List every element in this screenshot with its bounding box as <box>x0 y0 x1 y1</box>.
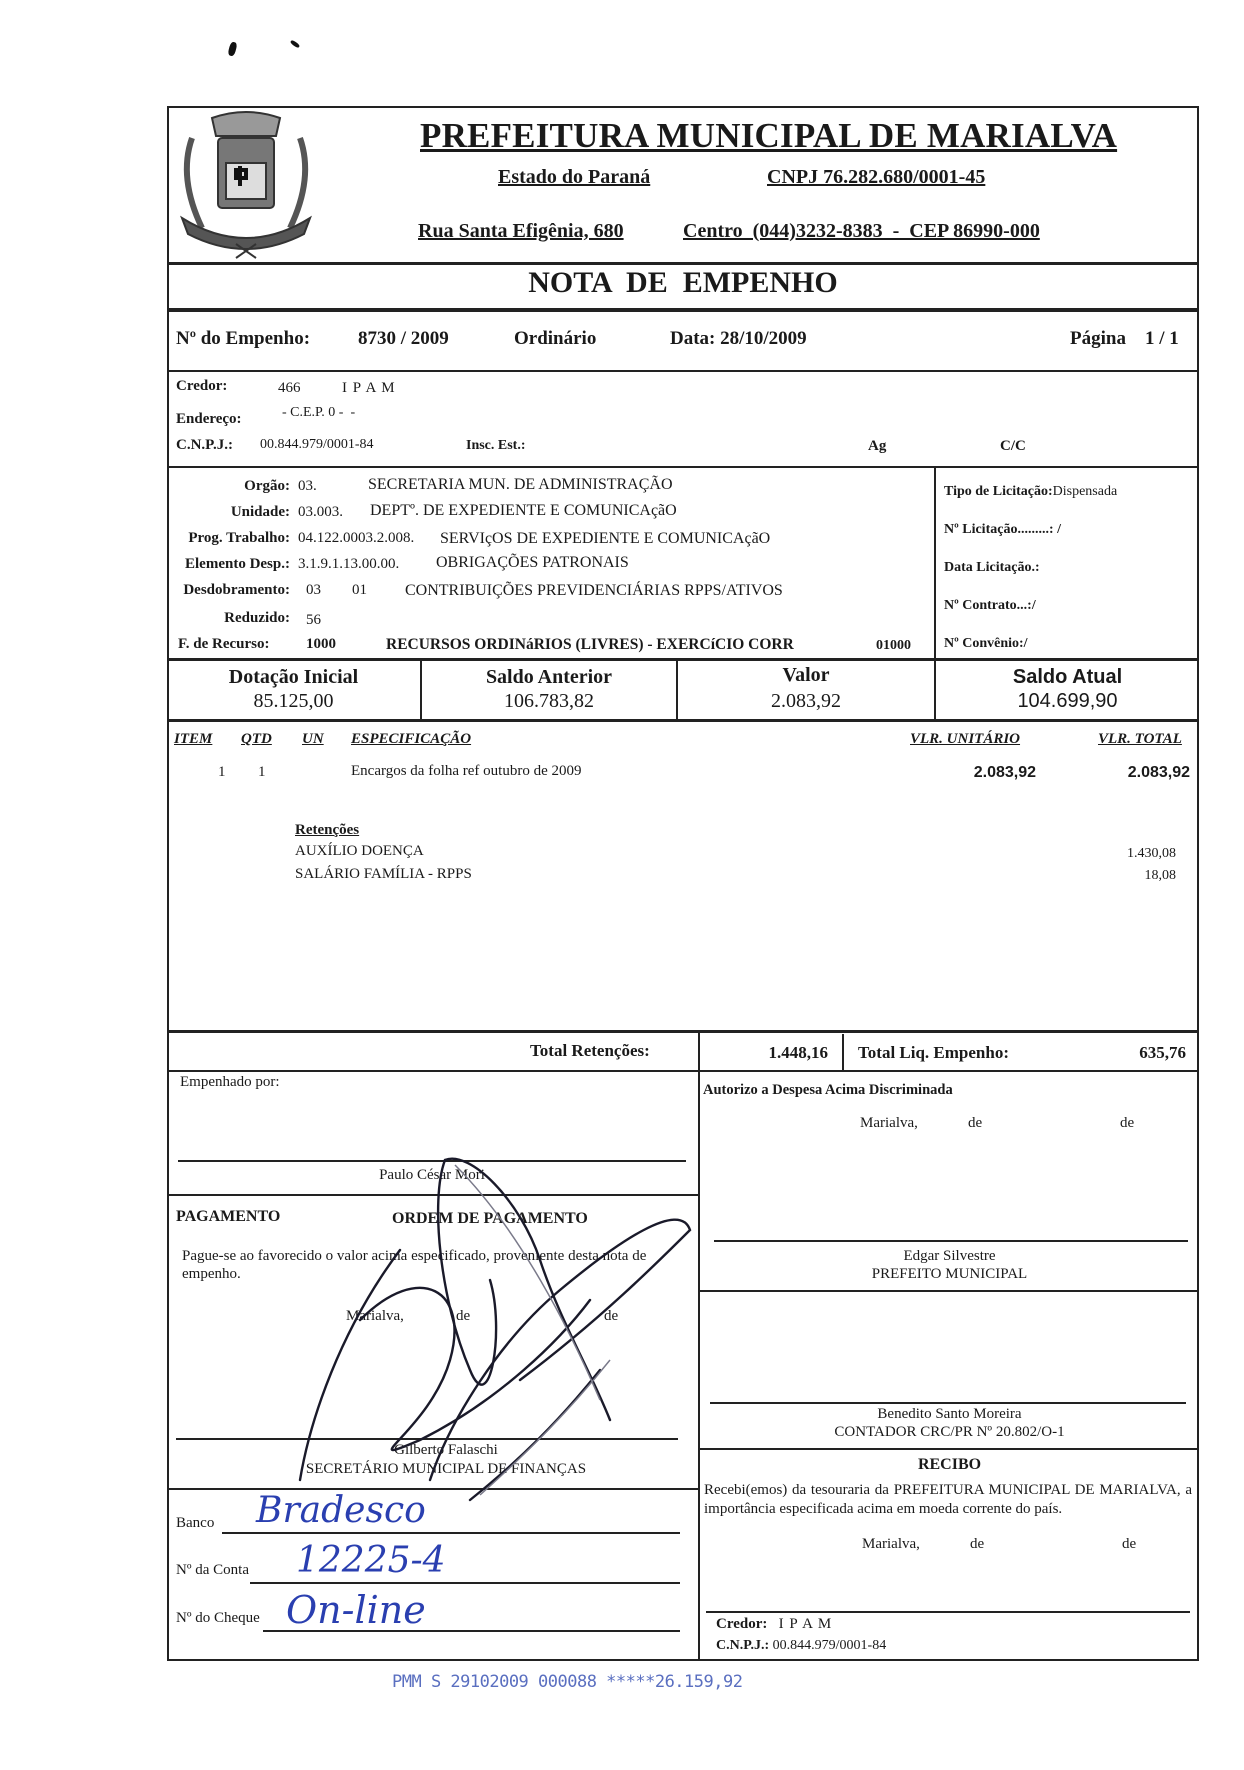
elemento-name: OBRIGAÇÕES PATRONAIS <box>436 554 629 571</box>
divider <box>167 719 1199 722</box>
recibo-cnpj-label: C.N.P.J.: <box>716 1638 770 1653</box>
row-total-value: 2.083,92 <box>1127 764 1190 781</box>
reduzido-label: Reduzido: <box>224 610 290 626</box>
pagamento-text: Pague-se ao favorecido o valor acima especificado, proveniente desta nota de empenho. <box>182 1248 647 1282</box>
autorizo-de-1: de <box>968 1115 983 1131</box>
dotacao-inicial-value: 85.125,00 <box>253 690 334 712</box>
credor-cnpj: 00.844.979/0001-84 <box>260 437 374 452</box>
retencao-name: SALÁRIO FAMÍLIA - RPPS <box>295 866 472 882</box>
signature-line <box>178 1160 686 1162</box>
unidade-code: 03.003. <box>298 504 343 520</box>
secretario-title: SECRETÁRIO MUNICIPAL DE FINANÇAS <box>305 1461 587 1477</box>
state-name: Estado do Paraná <box>498 166 651 188</box>
page-number: 1 / 1 <box>1145 328 1179 349</box>
conta-handwritten-value[interactable]: 12225-4 <box>296 1540 446 1581</box>
municipality-cnpj: CNPJ 76.282.680/0001-45 <box>767 166 986 188</box>
saldo-anterior-value: 106.783,82 <box>504 690 594 712</box>
col-header-specification: ESPECIFICAÇÃO <box>351 731 472 747</box>
divider <box>167 1194 700 1196</box>
divider <box>167 1488 700 1490</box>
saldo-anterior-label: Saldo Anterior <box>485 666 613 688</box>
elemento-label: Elemento Desp.: <box>185 556 290 572</box>
conta-label: Nº da Conta <box>176 1562 249 1578</box>
saldo-atual-value: 104.699,90 <box>1017 690 1118 712</box>
divider <box>167 1030 1199 1033</box>
col-header-qtd: QTD <box>241 731 272 747</box>
cheque-handwritten-value[interactable]: On-line <box>286 1588 426 1632</box>
credor-address: - C.E.P. 0 - - <box>282 405 356 420</box>
empenho-type: Ordinário <box>514 328 597 349</box>
elemento-code: 3.1.9.1.13.00.00. <box>298 556 400 572</box>
municipality-title: PREFEITURA MUNICIPAL DE MARIALVA <box>420 116 1118 155</box>
desdobramento-name: CONTRIBUIÇÕES PREVIDENCIÁRIAS RPPS/ATIVOS <box>405 582 783 599</box>
recurso-label: F. de Recurso: <box>178 636 270 652</box>
municipality-contact: Centro (044)3232-8383 - CEP 86990-000 <box>683 220 1040 242</box>
row-unit-value: 2.083,92 <box>973 764 1036 781</box>
municipal-coat-of-arms-logo <box>172 108 320 260</box>
cnpj-label: C.N.P.J.: <box>176 437 233 453</box>
desdobramento-code-1: 03 <box>306 582 321 598</box>
cheque-label: Nº do Cheque <box>176 1610 260 1626</box>
prog-trabalho-label: Prog. Trabalho: <box>188 530 290 546</box>
pagamento-label: PAGAMENTO <box>176 1208 281 1225</box>
col-header-unit-value: VLR. UNITÁRIO <box>910 731 1021 747</box>
desdobramento-code-2: 01 <box>352 582 367 598</box>
unidade-name: DEPTº. DE EXPEDIENTE E COMUNICAçãO <box>370 502 677 519</box>
retencao-value: 18,08 <box>1144 868 1176 883</box>
banco-field-line <box>222 1532 680 1534</box>
recibo-credor-name: I P A M <box>778 1616 833 1632</box>
signature-line <box>710 1402 1186 1404</box>
total-retencoes-label: Total Retenções: <box>530 1041 650 1060</box>
prefeito-title: PREFEITO MUNICIPAL <box>871 1266 1028 1282</box>
total-liq-empenho-value: 635,76 <box>1139 1043 1186 1062</box>
signature-line <box>176 1438 678 1440</box>
recibo-cnpj-value: 00.844.979/0001-84 <box>772 1638 887 1653</box>
retencoes-title: Retenções <box>295 822 360 838</box>
row-specification: Encargos da folha ref outubro de 2009 <box>351 763 582 779</box>
recibo-credor-label: Credor: <box>716 1616 768 1632</box>
payment-stamp: PMM S 29102009 000088 *****26.159,92 <box>392 1672 743 1692</box>
recibo-credor <box>716 1616 832 1633</box>
empenho-date: Data: 28/10/2009 <box>670 328 807 349</box>
tipo-licitacao-value: Dispensada <box>1052 484 1118 499</box>
signature-line <box>706 1611 1190 1613</box>
credor-name: I P A M <box>342 380 396 396</box>
valor-value: 2.083,92 <box>771 690 841 712</box>
empenhado-por-label: Empenhado por: <box>180 1074 280 1090</box>
orgao-name: SECRETARIA MUN. DE ADMINISTRAÇÃO <box>368 476 673 493</box>
prog-trabalho-name: SERVIçOS DE EXPEDIENTE E COMUNICAçãO <box>440 530 771 547</box>
divider <box>167 308 1199 312</box>
divider <box>698 1448 1199 1450</box>
saldo-atual-label: Saldo Atual <box>1012 666 1123 688</box>
tipo-licitacao-label <box>944 484 1117 500</box>
col-header-total-value: VLR. TOTAL <box>1098 731 1182 747</box>
desdobramento-label: Desdobramento: <box>183 582 290 598</box>
recibo-text: Recebi(emos) da tesouraria da PREFEITURA MUNICIPAL DE MARIALVA, a importância especificada acima em moeda corrente do país. <box>704 1482 1192 1517</box>
total-retencoes-value: 1.448,16 <box>768 1043 828 1062</box>
autorizo-label: Autorizo a Despesa Acima Discriminada <box>703 1082 953 1098</box>
agency-label: Ag <box>868 438 887 454</box>
empenhado-por-name: Paulo César Mori <box>379 1167 485 1183</box>
orgao-code: 03. <box>298 478 317 494</box>
total-liq-empenho-label: Total Liq. Empenho: <box>858 1043 1009 1062</box>
orgao-label: Orgão: <box>244 478 290 494</box>
tipo-licitacao-label-text: Tipo de Licitação: <box>944 484 1053 499</box>
divider <box>698 1290 1199 1292</box>
pagamento-de-2: de <box>604 1308 619 1324</box>
valor-label: Valor <box>782 664 830 686</box>
scan-mark <box>227 41 237 56</box>
divider <box>698 1070 700 1661</box>
pagamento-place: Marialva, <box>346 1308 404 1324</box>
divider <box>934 466 936 660</box>
row-item: 1 <box>218 764 226 780</box>
autorizo-place: Marialva, <box>860 1115 918 1131</box>
credor-code: 466 <box>278 380 301 396</box>
scan-mark <box>290 39 300 48</box>
divider <box>842 1034 844 1070</box>
pagamento-de-1: de <box>456 1308 471 1324</box>
account-label: C/C <box>1000 438 1026 454</box>
convenio-number: Nº Convênio:/ <box>944 636 1028 651</box>
recibo-cnpj <box>716 1638 886 1654</box>
prefeito-name: Edgar Silvestre <box>903 1248 996 1264</box>
document-title: NOTA DE EMPENHO <box>528 266 838 299</box>
licitacao-date: Data Licitação.: <box>944 560 1040 575</box>
credor-label: Credor: <box>176 378 228 394</box>
recibo-place: Marialva, <box>862 1536 920 1552</box>
divider <box>167 262 1199 265</box>
contrato-number: Nº Contrato...:/ <box>944 598 1036 613</box>
col-header-item: ITEM <box>174 731 213 747</box>
contador-title: CONTADOR CRC/PR Nº 20.802/O-1 <box>834 1424 1065 1440</box>
dotacao-inicial-label: Dotação Inicial <box>228 666 359 688</box>
retencao-name: AUXÍLIO DOENÇA <box>295 843 424 859</box>
divider <box>167 466 1199 468</box>
coat-of-arms-icon <box>172 108 320 260</box>
prog-trabalho-code: 04.122.0003.2.008. <box>298 530 415 546</box>
banco-label: Banco <box>176 1515 215 1531</box>
address-label: Endereço: <box>176 411 242 427</box>
divider <box>167 370 1199 372</box>
recurso-code-2: 01000 <box>876 638 911 653</box>
ordem-pagamento-title: ORDEM DE PAGAMENTO <box>392 1210 588 1227</box>
retencao-value: 1.430,08 <box>1127 846 1176 861</box>
recibo-de-2: de <box>1122 1536 1137 1552</box>
conta-field-line <box>250 1582 680 1584</box>
divider <box>698 1030 700 1074</box>
licitacao-number: Nº Licitação.........: / <box>944 522 1061 537</box>
banco-handwritten-value[interactable]: Bradesco <box>256 1490 426 1531</box>
signature-line <box>714 1240 1188 1242</box>
row-qtd: 1 <box>258 764 266 780</box>
recurso-name: RECURSOS ORDINáRIOS (LIVRES) - EXERCíCIO CORR <box>386 636 794 653</box>
municipality-address: Rua Santa Efigênia, 680 <box>418 220 624 242</box>
empenho-number: 8730 / 2009 <box>358 328 449 349</box>
empenho-number-label: Nº do Empenho: <box>176 328 311 349</box>
reduzido-value: 56 <box>306 612 321 628</box>
page-label: Página <box>1070 328 1126 349</box>
autorizo-de-2: de <box>1120 1115 1135 1131</box>
recibo-title: RECIBO <box>917 1456 982 1473</box>
recibo-de-1: de <box>970 1536 985 1552</box>
col-header-un: UN <box>302 731 324 747</box>
secretario-name: Gilberto Falaschi <box>394 1442 498 1458</box>
divider <box>167 1070 1199 1072</box>
unidade-label: Unidade: <box>230 504 290 520</box>
divider <box>167 658 1199 661</box>
insc-est-label: Insc. Est.: <box>466 438 526 453</box>
recurso-code: 1000 <box>306 636 336 652</box>
contador-name: Benedito Santo Moreira <box>877 1406 1022 1422</box>
